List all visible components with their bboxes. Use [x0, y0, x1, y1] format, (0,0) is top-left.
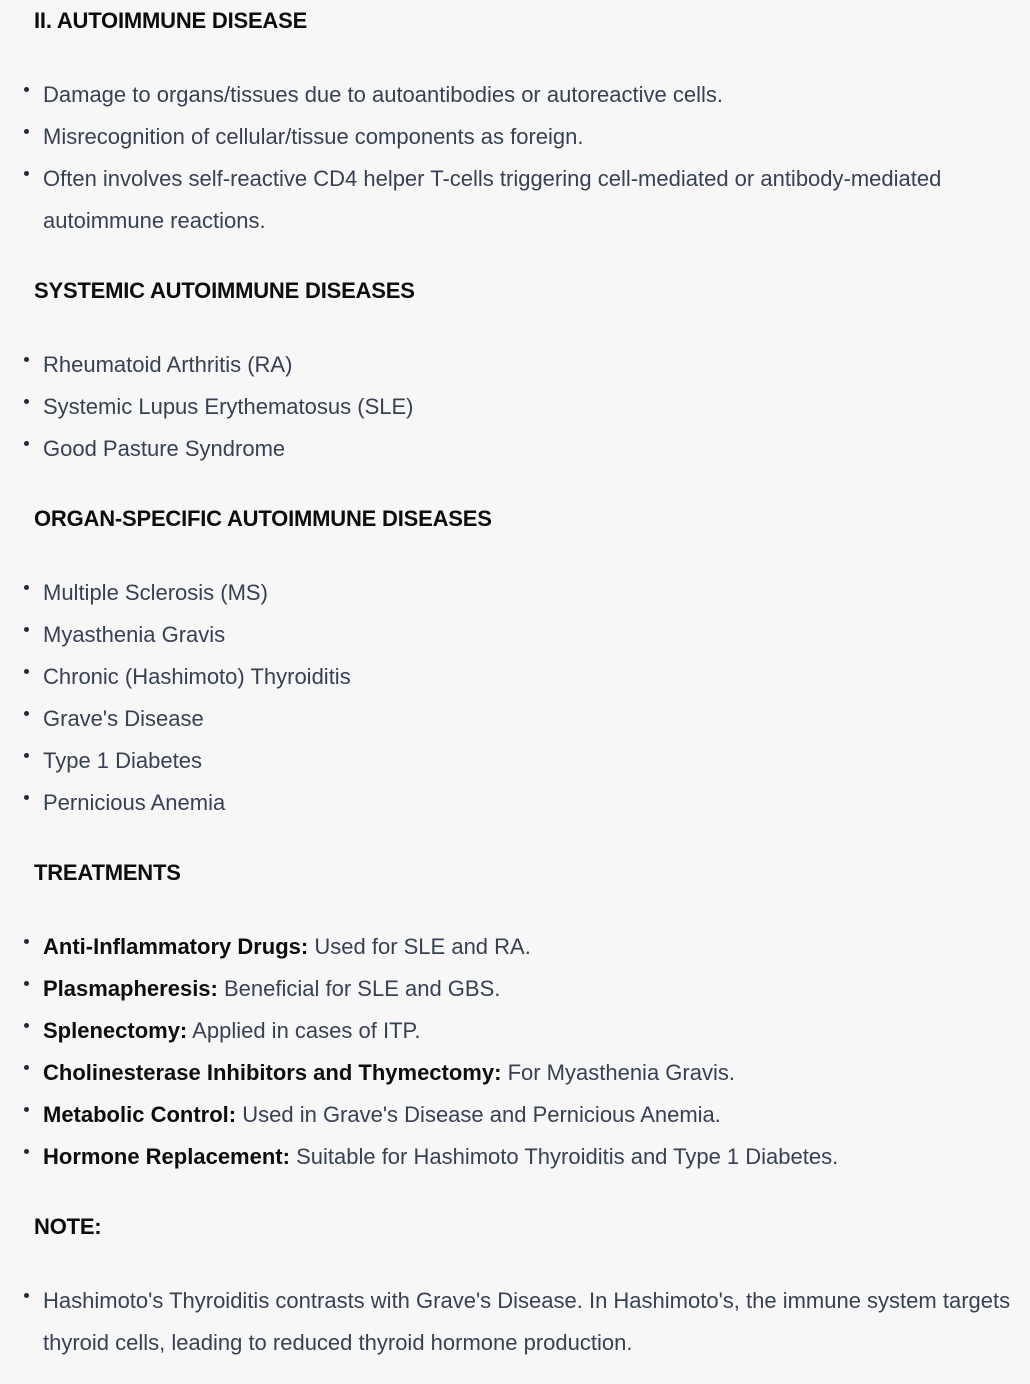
list-item: Damage to organs/tissues due to autoantibodies or autoreactive cells. — [0, 74, 983, 116]
treatment-desc: Used in Grave's Disease and Pernicious Anemia. — [242, 1102, 721, 1127]
list-item: Type 1 Diabetes — [0, 740, 351, 782]
list-item: Rheumatoid Arthritis (RA) — [0, 344, 413, 386]
list-organ-specific — [0, 572, 351, 824]
list-item: Grave's Disease — [0, 698, 351, 740]
treatment-desc: Used for SLE and RA. — [314, 934, 531, 959]
list-autoimmune — [0, 74, 983, 242]
list-item: Chronic (Hashimoto) Thyroiditis — [0, 656, 351, 698]
treatment-desc: For Myasthenia Gravis. — [507, 1060, 735, 1085]
heading-note: NOTE: — [34, 1214, 102, 1239]
treatment-item — [0, 1136, 838, 1178]
treatment-desc: Beneficial for SLE and GBS. — [224, 976, 501, 1001]
list-item: Systemic Lupus Erythematosus (SLE) — [0, 386, 413, 428]
treatment-desc: Applied in cases of ITP. — [192, 1018, 421, 1043]
list-item: Multiple Sclerosis (MS) — [0, 572, 351, 614]
list-treatments — [0, 926, 838, 1178]
heading-organ-specific-autoimmune-diseases: ORGAN-SPECIFIC AUTOIMMUNE DISEASES — [34, 506, 492, 531]
treatment-item — [0, 1052, 838, 1094]
treatment-item — [0, 926, 838, 968]
list-item: Myasthenia Gravis — [0, 614, 351, 656]
treatment-item — [0, 1010, 838, 1052]
list-systemic — [0, 344, 413, 470]
heading-treatments: TREATMENTS — [34, 860, 181, 885]
list-item: Good Pasture Syndrome — [0, 428, 413, 470]
list-item: Hashimoto's Thyroiditis contrasts with Grave's Disease. In Hashimoto's, the immune system targets thyroid cells, leading to reduced thyroid hormone production. — [0, 1280, 1018, 1364]
treatment-term: Plasmapheresis: — [43, 976, 218, 1001]
treatment-item — [0, 1094, 838, 1136]
treatment-desc: Suitable for Hashimoto Thyroiditis and Type 1 Diabetes. — [296, 1144, 839, 1169]
treatment-item — [0, 968, 838, 1010]
list-item: Often involves self-reactive CD4 helper T-cells triggering cell-mediated or antibody-mediated autoimmune reactions. — [0, 158, 983, 242]
treatment-term: Anti-Inflammatory Drugs: — [43, 934, 309, 959]
list-item: Pernicious Anemia — [0, 782, 351, 824]
list-item: Misrecognition of cellular/tissue components as foreign. — [0, 116, 983, 158]
treatment-term: Cholinesterase Inhibitors and Thymectomy: — [43, 1060, 502, 1085]
list-note — [0, 1280, 1018, 1364]
treatment-term: Hormone Replacement: — [43, 1144, 290, 1169]
heading-systemic-autoimmune-diseases: SYSTEMIC AUTOIMMUNE DISEASES — [34, 278, 415, 303]
treatment-term: Splenectomy: — [43, 1018, 188, 1043]
heading-autoimmune-disease: II. AUTOIMMUNE DISEASE — [34, 8, 308, 33]
treatment-term: Metabolic Control: — [43, 1102, 237, 1127]
